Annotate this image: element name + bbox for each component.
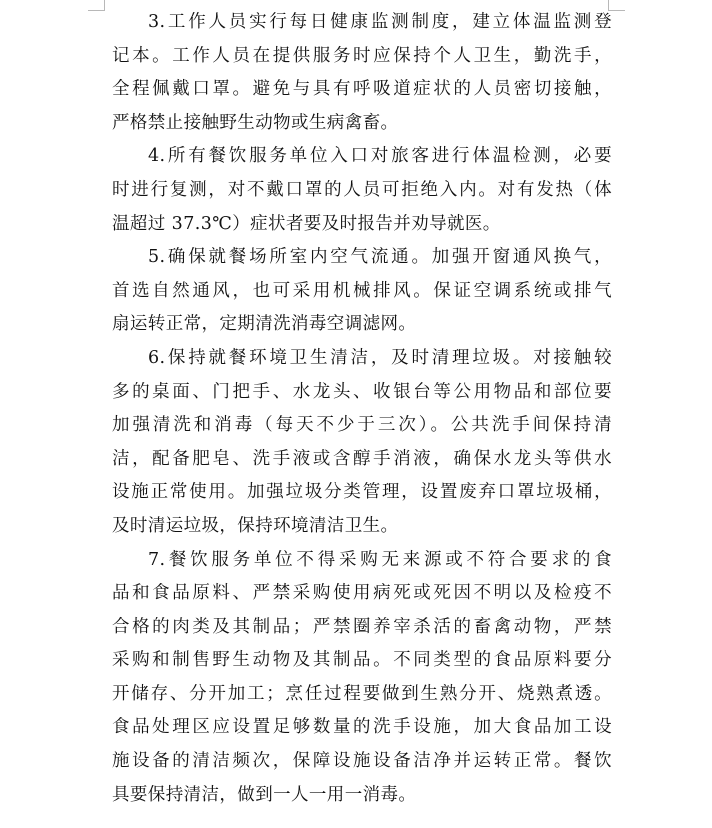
- text-line: 洁，配备肥皂、洗手液或含醇手消液，确保水龙头等供水: [112, 448, 612, 469]
- text-line: 严格禁止接触野生动物或生病禽畜。: [112, 112, 399, 133]
- paragraph: [112, 342, 612, 544]
- text-line: 温超过 37.3℃）症状者要及时报告并劝导就医。: [112, 213, 501, 234]
- text-line: 开储存、分开加工；烹任过程要做到生熟分开、烧熟煮透。: [112, 683, 612, 704]
- paragraph: [112, 544, 612, 813]
- text-line: 记本。工作人员在提供服务时应保持个人卫生，勤洗手，: [112, 45, 612, 66]
- text-line: 4.所有餐饮服务单位入口对旅客进行体温检测，必要: [148, 146, 612, 167]
- text-line: 6.保持就餐环境卫生清洁，及时清理垃圾。对接触较: [148, 347, 612, 368]
- text-line: 施设备的清洁频次，保障设施设备洁净并运转正常。餐饮: [112, 751, 612, 772]
- paragraph: [112, 6, 612, 140]
- text-line: 采购和制售野生动物及其制品。不同类型的食品原料要分: [112, 650, 612, 671]
- text-line: 扇运转正常，定期清洗消毒空调滤网。: [112, 314, 417, 335]
- text-line: 5.确保就餐场所室内空气流通。加强开窗通风换气，: [148, 247, 612, 268]
- paragraph: [112, 241, 612, 342]
- margin-corner-mark-left: [88, 0, 105, 11]
- text-line: 品和食品原料、严禁采购使用病死或死因不明以及检疫不: [112, 583, 612, 604]
- text-line: 7.餐饮服务单位不得采购无来源或不符合要求的食: [148, 549, 612, 570]
- paragraph: [112, 140, 612, 241]
- text-line: 加强清洗和消毒（每天不少于三次）。公共洗手间保持清: [112, 415, 612, 436]
- document-body: [112, 6, 612, 812]
- text-line: 设施正常使用。加强垃圾分类管理，设置废弃口罩垃圾桶，: [112, 482, 612, 503]
- text-line: 时进行复测，对不戴口罩的人员可拒绝入内。对有发热（体: [112, 179, 612, 200]
- text-line: 首选自然通风，也可采用机械排风。保证空调系统或排气: [112, 280, 612, 301]
- text-line: 多的桌面、门把手、水龙头、收银台等公用物品和部位要: [112, 381, 612, 402]
- text-line: 及时清运垃圾，保持环境清洁卫生。: [112, 515, 399, 536]
- text-line: 合格的肉类及其制品；严禁圈养宰杀活的畜禽动物，严禁: [112, 616, 612, 637]
- text-line: 食品处理区应设置足够数量的洗手设施，加大食品加工设: [112, 717, 612, 738]
- text-line: 具要保持清洁，做到一人一用一消毒。: [112, 784, 417, 805]
- text-line: 3.工作人员实行每日健康监测制度，建立体温监测登: [148, 12, 612, 32]
- text-line: 全程佩戴口罩。避免与具有呼吸道症状的人员密切接触，: [112, 79, 612, 100]
